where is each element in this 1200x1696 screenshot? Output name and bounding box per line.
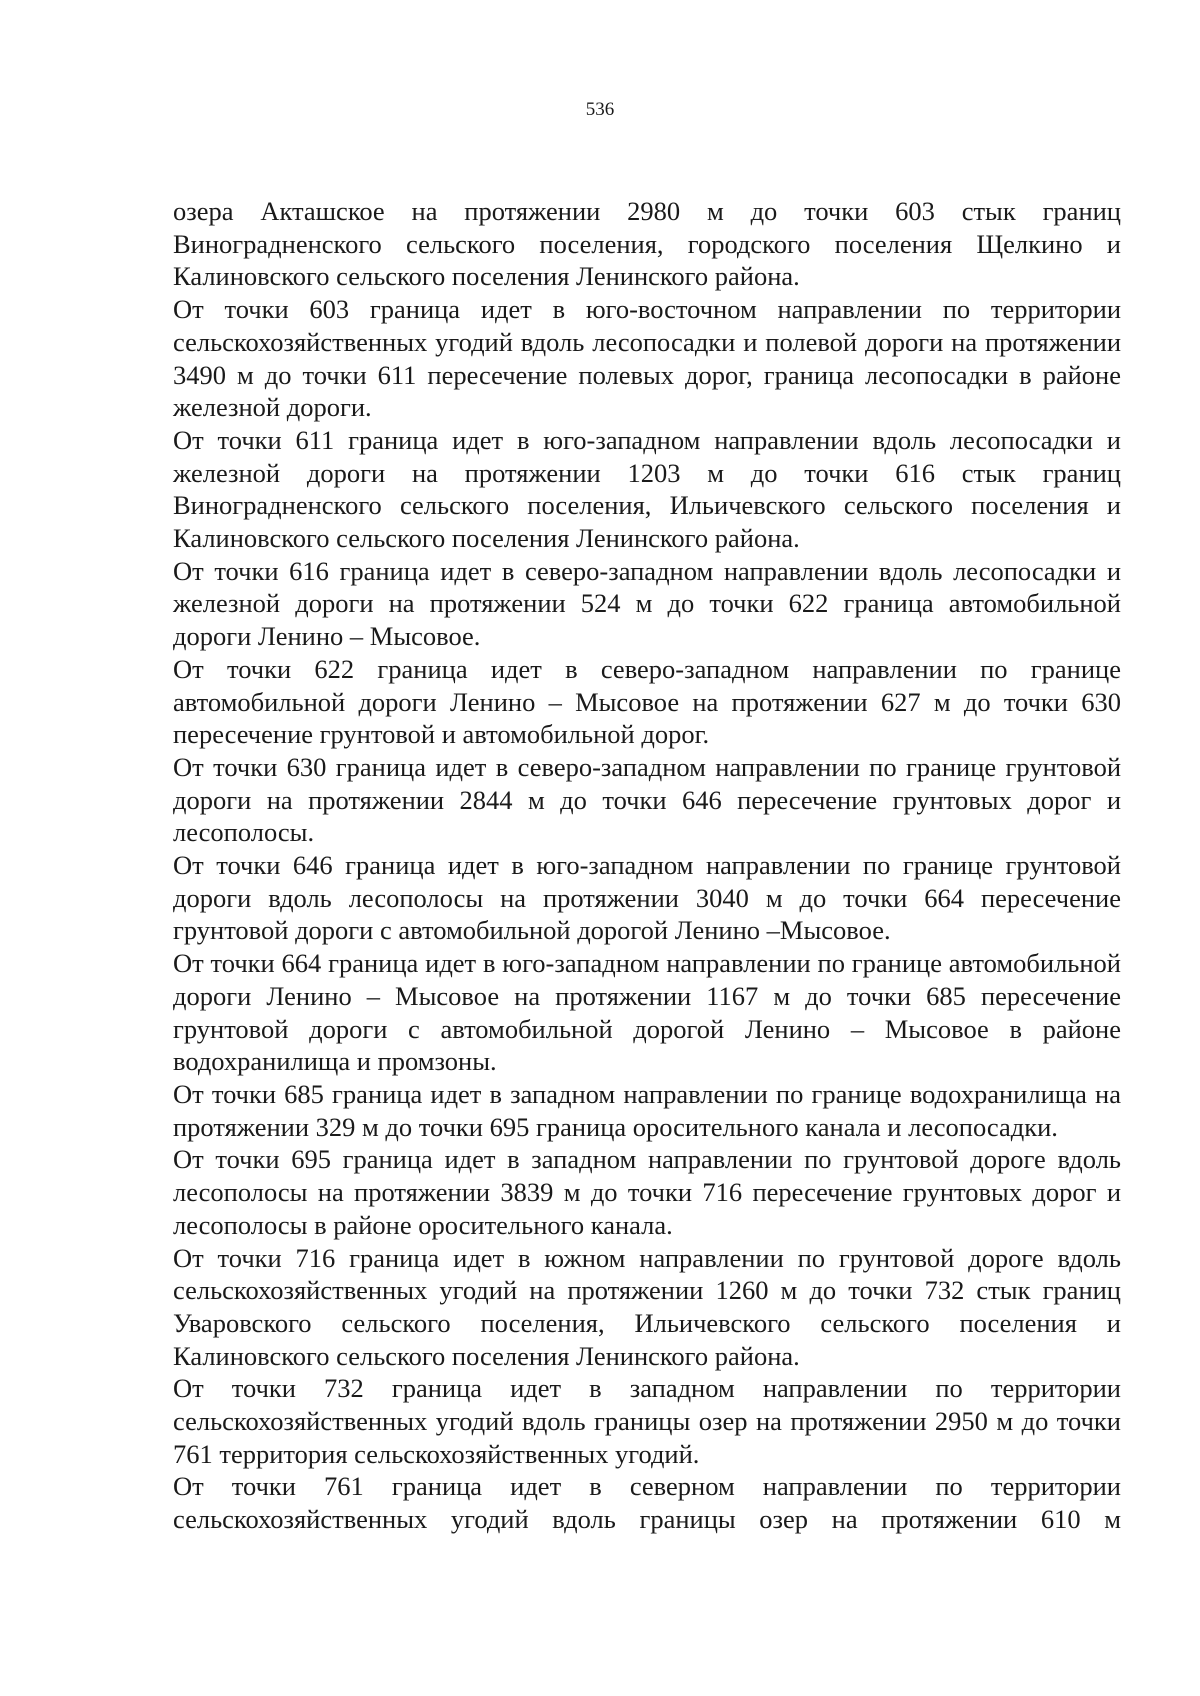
paragraph: От точки 695 граница идет в западном направлении по грунтовой дороге вдоль лесополосы на протяжении 3839 м до точки 716 пересечение грунтовых дорог и лесополосы в районе оросительного канала. (173, 1144, 1121, 1240)
paragraph: От точки 616 граница идет в северо-западном направлении вдоль лесопосадки и железной дороги на протяжении 524 м до точки 622 граница автомобильной дороги Ленино – Мысовое. (173, 555, 1121, 652)
paragraph: От точки 646 граница идет в юго-западном направлении по границе грунтовой дороги вдоль лесополосы на протяжении 3040 м до точки 664 пересечение грунтовой дороги с автомобильной дорогой Ленино –Мысовое. (173, 850, 1121, 946)
paragraph: От точки 603 граница идет в юго-восточном направлении по территории сельскохозяйственных угодий вдоль лесопосадки и полевой дороги на протяжении 3490 м до точки 611 пересечение полевых дорог, граница лесопосадки в районе железной дороги. (173, 294, 1121, 423)
paragraph: озера Акташское на протяжении 2980 м до точки 603 стык границ Виноградненского сельского поселения, городского поселения Щелкино и Калиновского сельского поселения Ленинского района. (173, 196, 1121, 292)
paragraph: От точки 685 граница идет в западном направлении по границе водохранилища на протяжении 329 м до точки 695 граница оросительного канала и лесопосадки. (173, 1078, 1121, 1142)
paragraph: От точки 716 граница идет в южном направлении по грунтовой дороге вдоль сельскохозяйственных угодий на протяжении 1260 м до точки 732 стык границ Уваровского сельского поселения, Ильичевского сельского поселения и Калиновского сельского поселения Ленинского района. (173, 1242, 1121, 1371)
paragraph: От точки 630 граница идет в северо-западном направлении по границе грунтовой дороги на протяжении 2844 м до точки 646 пересечение грунтовых дорог и лесополосы. (173, 751, 1121, 848)
paragraph: От точки 664 граница идет в юго-западном направлении по границе автомобильной дороги Ленино – Мысовое на протяжении 1167 м до точки 685 пересечение грунтовой дороги с автомобильной дорогой Ленино – Мысовое в районе водохранилища и промзоны. (173, 948, 1121, 1077)
paragraph: От точки 732 граница идет в западном направлении по территории сельскохозяйственных угодий вдоль границы озер на протяжении 2950 м до точки 761 территория сельскохозяйственных угодий. (173, 1373, 1121, 1469)
document-body (173, 195, 1121, 1536)
paragraph: От точки 622 граница идет в северо-западном направлении по границе автомобильной дороги Ленино – Мысовое на протяжении 627 м до точки 630 пересечение грунтовой и автомобильной дорог. (173, 653, 1121, 750)
paragraph: От точки 611 граница идет в юго-западном направлении вдоль лесопосадки и железной дороги на протяжении 1203 м до точки 616 стык границ Виноградненского сельского поселения, Ильичевского сельского поселения и Калиновского сельского поселения Ленинского района. (173, 424, 1121, 554)
paragraph: От точки 761 граница идет в северном направлении по территории сельскохозяйственных угодий вдоль границы озер на протяжении 610 м (173, 1471, 1121, 1535)
page-number: 536 (585, 99, 615, 120)
